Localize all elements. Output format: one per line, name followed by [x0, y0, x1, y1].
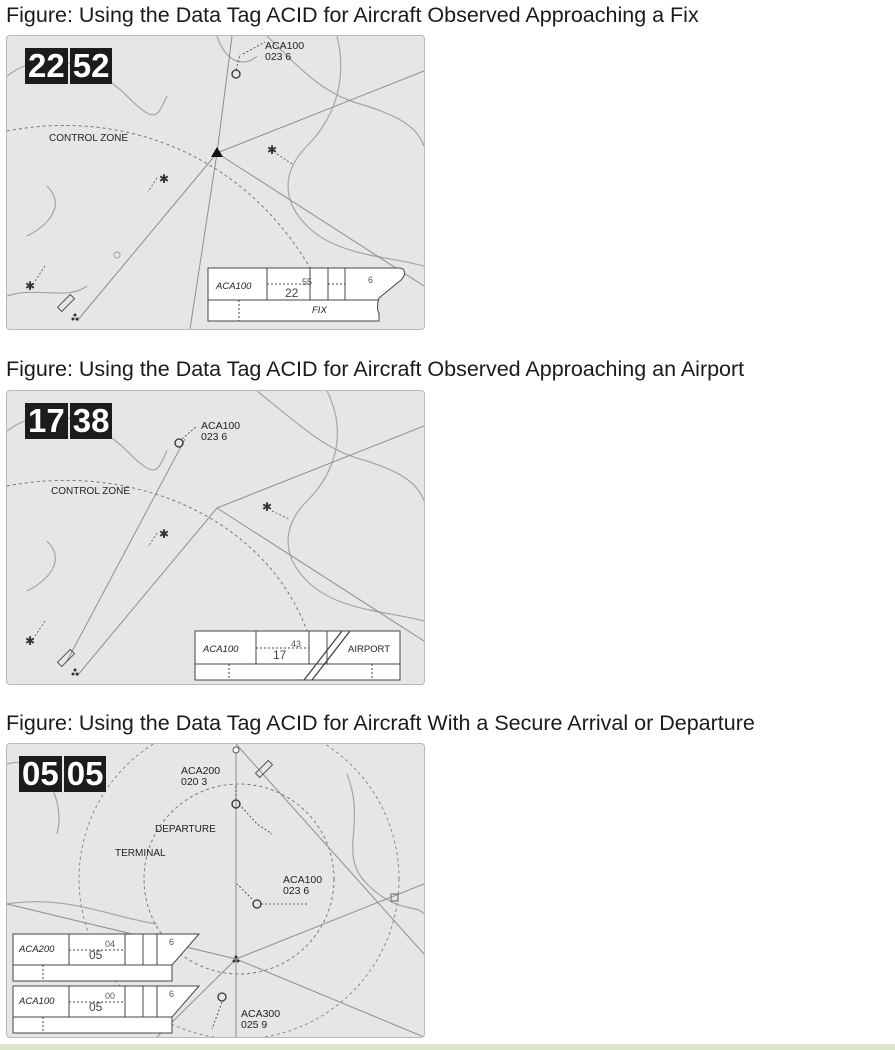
terminal-label: TERMINAL: [115, 848, 166, 859]
strip-speed: 6: [368, 275, 374, 285]
data-tag-alt-speed: 023 6: [265, 51, 292, 63]
data-tag-acid: ACA200: [181, 765, 221, 777]
svg-text:✱: ✱: [267, 143, 278, 157]
footer-bar: [0, 1044, 895, 1050]
aircraft-target: [218, 993, 226, 1001]
data-tag-acid: ACA100: [283, 874, 323, 886]
radar-panel-secure: [6, 743, 425, 1038]
strip-acid: ACA200: [19, 944, 55, 955]
figure-caption: Figure: Using the Data Tag ACID for Aircraft Observed Approaching a Fix: [6, 3, 699, 27]
strip-time-big: 22: [285, 286, 299, 300]
radar-clock: [25, 48, 112, 84]
flight-strip: [208, 268, 405, 321]
figure-caption: Figure: Using the Data Tag ACID for Aircraft With a Secure Arrival or Departure: [6, 711, 755, 735]
svg-text:✱: ✱: [25, 279, 36, 293]
strip-time-big: 05: [89, 1000, 103, 1014]
data-tag-alt-speed: 023 6: [283, 885, 310, 897]
clock-hours: 22: [25, 48, 68, 84]
clock-hours: 05: [19, 756, 62, 792]
fix-triangle: [211, 147, 223, 157]
control-zone-label: CONTROL ZONE: [51, 486, 131, 497]
strip-time-small: 43: [291, 639, 302, 649]
strip-time-small: 55: [302, 277, 313, 287]
svg-text:✱: ✱: [159, 527, 170, 541]
clock-minutes: 52: [70, 48, 113, 84]
control-zone-label: CONTROL ZONE: [49, 133, 129, 144]
clock-hours: 17: [25, 403, 68, 439]
data-tag-alt-speed: 025 9: [241, 1019, 268, 1031]
strip-fix-label: FIX: [312, 305, 327, 316]
aircraft-target: [253, 900, 261, 908]
figure-caption: Figure: Using the Data Tag ACID for Aircraft Observed Approaching an Airport: [6, 357, 745, 381]
strip-time-big: 17: [273, 648, 287, 662]
strip-time-small: 04: [105, 939, 116, 949]
strip-acid: ACA100: [19, 996, 55, 1007]
data-tag-acid: ACA300: [241, 1008, 281, 1020]
data-tag-acid: ACA100: [265, 40, 305, 52]
radar-panel-airport: [6, 390, 425, 685]
svg-text:✱: ✱: [25, 634, 36, 648]
clock-minutes: 05: [64, 756, 107, 792]
strip-airport-label: AIRPORT: [348, 644, 391, 655]
radar-panel-fix: [6, 35, 425, 330]
data-tag-acid: ACA100: [201, 420, 241, 432]
departure-label: DEPARTURE: [155, 824, 216, 835]
strip-acid: ACA100: [216, 281, 252, 292]
radar-clock: [19, 756, 106, 792]
aircraft-target: [232, 70, 240, 78]
strip-speed: 6: [169, 937, 175, 947]
svg-text:✱: ✱: [262, 500, 273, 514]
aircraft-target: [175, 439, 183, 447]
data-tag-alt-speed: 023 6: [201, 431, 228, 443]
svg-text:✱: ✱: [159, 172, 170, 186]
strip-speed: 6: [169, 989, 175, 999]
strip-time-small: 00: [105, 991, 116, 1001]
data-tag-alt-speed: 020 3: [181, 776, 208, 788]
clock-minutes: 38: [70, 403, 113, 439]
strip-time-big: 05: [89, 948, 103, 962]
radar-clock: [25, 403, 112, 439]
strip-acid: ACA100: [203, 644, 239, 655]
